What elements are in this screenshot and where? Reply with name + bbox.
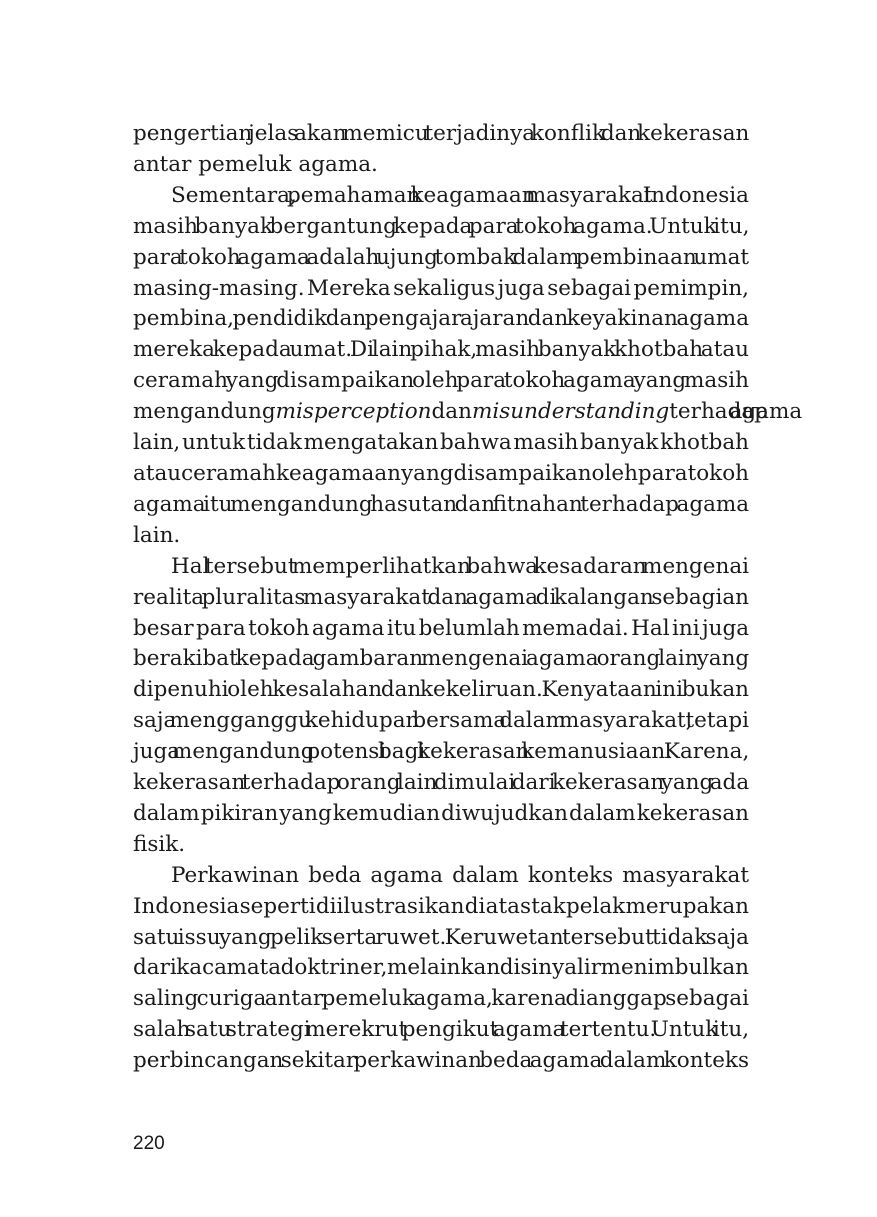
text-line: dipenuhi oleh kesalahan dan kekeliruan. Kenyataan ini bukan [133,677,749,703]
text-line: lain, untuk tidak mengatakan bahwa masih banyak khotbah [133,430,750,456]
text-fragment: dan [431,399,472,425]
paragraph-3 [133,552,749,861]
text-line: mereka kepada umat. Di lain pihak, masih banyak khotbah atau [133,337,749,363]
text-line: saling curiga antar pemeluk agama, karena dianggap sebagai [133,986,749,1012]
text-line-italic-terms [133,397,803,428]
text-line: atau ceramah keagamaan yang disampaikan oleh para tokoh [133,460,749,486]
text-line: Sementara, pemahaman keagamaan masyarakat Indonesia [171,182,749,208]
text-line: masih banyak bergantung kepada para tokoh agama. Untuk itu, [133,213,750,239]
italic-term: misperception [275,399,432,425]
text-line: kekerasan terhadap orang lain dimulai dari kekerasan yang ada [133,770,750,796]
text-line: salah satu strategi merekrut pengikut agama tertentu. Untuk itu, [133,1017,750,1043]
text-line: perbincangan sekitar perkawinan beda agama dalam konteks [133,1048,749,1074]
text-line: saja mengganggu kehidupan bersama dalam masyarakat, tetapi [133,708,749,734]
text-line: satu issu yang pelik serta ruwet. Keruwetan tersebut tidak saja [133,924,749,950]
text-line: realita pluralitas masyarakat dan agama di kalangan sebagian [133,584,749,610]
paragraph-4 [133,861,749,1077]
text-line: Indonesia seperti diilustrasikan di atas tak pelak merupakan [133,893,749,919]
text-fragment: mengandung [133,399,276,425]
page-number: 220 [133,1133,165,1154]
body-text [133,119,803,1077]
text-line: berakibat kepada gambaran mengenai agama orang lain yang [133,646,750,672]
text-line: fisik. [133,831,186,857]
text-line: masing-masing. Mereka sekaligus juga sebagai pemimpin, [133,275,749,301]
text-line: lain. [133,522,181,548]
italic-term: misunderstanding [471,399,670,425]
text-line: Perkawinan beda agama dalam konteks masyarakat [171,862,749,888]
paragraph-1 [133,119,749,181]
text-line: besar para tokoh agama itu belumlah memadai. Hal ini juga [133,615,750,641]
text-line: Hal tersebut memperlihatkan bahwa kesadaran mengenai [171,553,750,579]
text-line: ceramah yang disampaikan oleh para tokoh agama yang masih [133,368,749,394]
paragraph-2 [133,181,803,552]
text-line: dari kaca mata doktriner, melainkan disinyalir menimbulkan [133,955,749,981]
text-line: agama itu mengandung hasutan dan fitnahan terhadap agama [133,491,750,517]
text-line: pembina, pendidik dan pengajar ajaran dan keyakinan agama [133,306,750,332]
text-line: juga mengandung potensi bagi kekerasan kemanusiaan. Karena, [133,739,750,765]
text-line: dalam pikiran yang kemudian diwujudkan dalam kekerasan [133,800,749,826]
text-line: para tokoh agama adalah ujung tombak dalam pembinaan umat [133,244,750,270]
text-line: pengertian jelas akan memicu terjadinya konflik dan kekerasan [133,121,750,146]
text-line: antar pemeluk agama. [133,151,378,177]
text-fragment: terhadap agama [669,399,803,425]
